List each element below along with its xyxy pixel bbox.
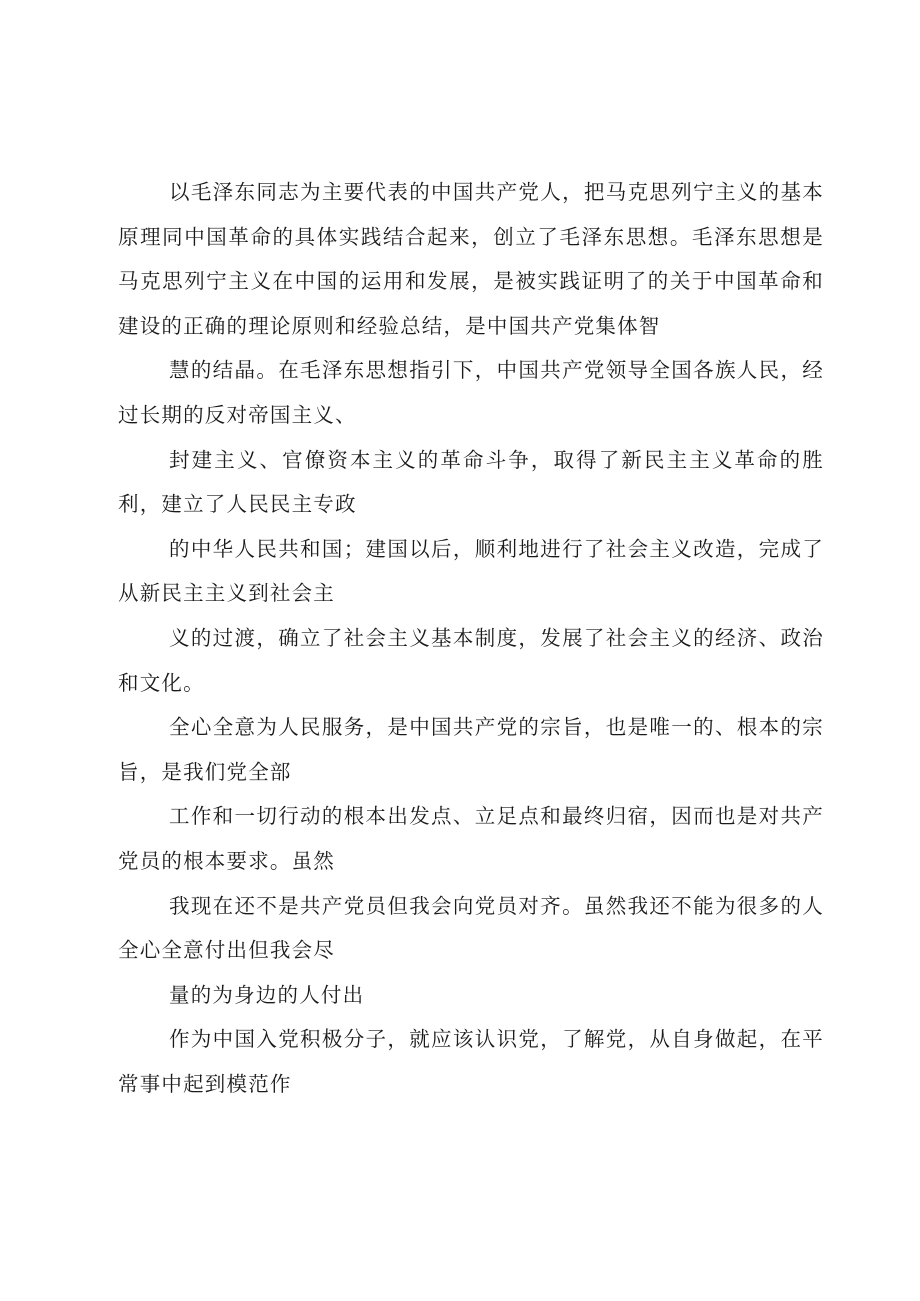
paragraph-1: 以毛泽东同志为主要代表的中国共产党人，把马克思列宁主义的基本原理同中国革命的具体实践结合起来，创立了毛泽东思想。毛泽东思想是马克思列宁主义在中国的运用和发展，是被实践证明了的关于中国革命和建设的正确的理论原则和经验总结，是中国共产党集体智 [118, 180, 824, 338]
paragraph-2: 慧的结晶。在毛泽东思想指引下，中国共产党领导全国各族人民，经过长期的反对帝国主义、 [118, 358, 824, 427]
paragraph-7: 工作和一切行动的根本出发点、立足点和最终归宿，因而也是对共产党员的根本要求。虽然 [118, 804, 824, 873]
paragraph-9: 量的为身边的人付出 [169, 982, 365, 1007]
paragraph-10: 作为中国入党积极分子，就应该认识党，了解党，从自身做起，在平常事中起到模范作 [118, 1027, 824, 1096]
document-body [118, 170, 824, 1106]
paragraph-5: 义的过渡，确立了社会主义基本制度，发展了社会主义的经济、政治和文化。 [118, 625, 824, 695]
paragraph-8: 我现在还不是共产党员但我会向党员对齐。虽然我还不能为很多的人全心全意付出但我会尽 [118, 893, 824, 963]
paragraph-4: 的中华人民共和国；建国以后，顺利地进行了社会主义改造，完成了从新民主主义到社会主 [118, 536, 824, 606]
paragraph-3: 封建主义、官僚资本主义的革命斗争，取得了新民主主义革命的胜利，建立了人民民主专政 [118, 447, 824, 517]
paragraph-6: 全心全意为人民服务，是中国共产党的宗旨，也是唯一的、根本的宗旨，是我们党全部 [118, 715, 824, 784]
